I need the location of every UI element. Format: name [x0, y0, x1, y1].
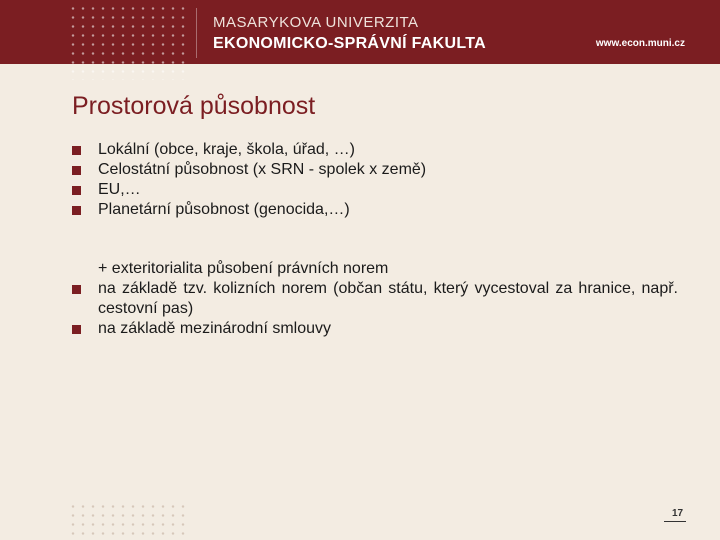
list-item [72, 180, 678, 200]
list-item [72, 140, 678, 160]
page-number-underline [664, 521, 686, 522]
page-number: 17 [672, 508, 684, 519]
list-intro [72, 259, 678, 279]
faculty-name: EKONOMICKO-SPRÁVNÍ FAKULTA [213, 35, 486, 52]
list-item [72, 319, 678, 339]
brand-divider [196, 8, 197, 58]
bullet-icon [72, 325, 81, 334]
list-item [72, 279, 678, 319]
list-item-text: EU,… [98, 181, 141, 198]
bullet-icon [72, 206, 81, 215]
faculty-url: www.econ.muni.cz [595, 38, 685, 49]
university-name: MASARYKOVA UNIVERZITA [213, 14, 419, 31]
bullet-icon [72, 285, 81, 294]
header-bar [0, 0, 720, 64]
list-item-text: Lokální (obce, kraje, škola, úřad, …) [98, 141, 356, 158]
exterritoriality-list [72, 259, 678, 339]
list-item-text: na základě tzv. kolizních norem (občan státu, který vycestoval za hranice, např. cestovní pas) [98, 280, 678, 317]
bullet-icon [72, 146, 81, 155]
list-item [72, 160, 678, 180]
university-logo-pattern-icon [68, 4, 186, 80]
list-item-text: Celostátní působnost (x SRN - spolek x země) [98, 161, 427, 178]
list-intro-text: + exteritorialita působení právních norem [98, 260, 389, 277]
bullet-icon [72, 166, 81, 175]
list-item [72, 200, 678, 220]
list-item-text: Planetární působnost (genocida,…) [98, 201, 350, 218]
footer-logo-pattern-icon [68, 502, 186, 538]
slide-title: Prostorová působnost [72, 92, 316, 120]
bullet-icon [72, 186, 81, 195]
list-item-text: na základě mezinárodní smlouvy [98, 320, 332, 337]
bullet-list [72, 140, 678, 220]
